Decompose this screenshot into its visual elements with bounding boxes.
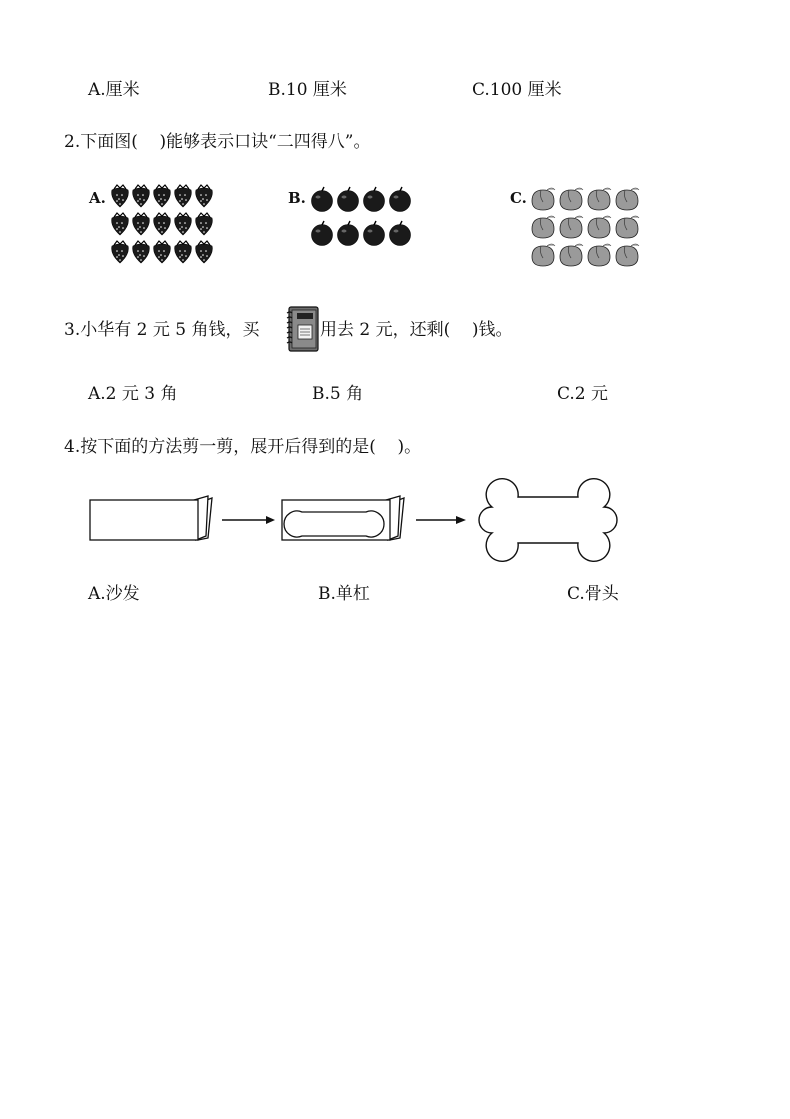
apple-icon bbox=[390, 221, 411, 246]
q2-stem: 2.下面图( )能够表示口诀“二四得八”。 bbox=[64, 132, 371, 152]
bone-shape bbox=[479, 479, 617, 562]
arrow-right-icon bbox=[222, 516, 275, 524]
strawberry-icon bbox=[154, 213, 171, 235]
strawberry-icon bbox=[133, 185, 150, 207]
peach-icon bbox=[532, 188, 555, 210]
strawberry-icon bbox=[133, 213, 150, 235]
q2-option-c-picture[interactable] bbox=[528, 186, 644, 272]
strawberry-icon bbox=[112, 213, 129, 235]
strawberry-icon bbox=[196, 241, 213, 263]
peach-icon bbox=[588, 188, 611, 210]
q4-cutting-diagram bbox=[80, 486, 600, 556]
q3-stem-after: 用去 2 元，还剩( )钱。 bbox=[320, 320, 513, 340]
q1-option-c[interactable]: C.100 厘米 bbox=[472, 80, 562, 100]
strawberry-icon bbox=[154, 185, 171, 207]
strawberry-icon bbox=[196, 185, 213, 207]
q3-option-b[interactable]: B.5 角 bbox=[312, 384, 364, 404]
q4-option-b[interactable]: B.单杠 bbox=[318, 584, 370, 604]
peach-icon bbox=[616, 244, 639, 266]
folded-paper bbox=[90, 496, 212, 540]
apple-icon bbox=[312, 187, 333, 212]
q3-option-c[interactable]: C.2 元 bbox=[557, 384, 609, 404]
strawberry-icon bbox=[112, 185, 129, 207]
strawberry-icon bbox=[154, 241, 171, 263]
cut-paper bbox=[282, 496, 404, 540]
q2-option-a-picture[interactable] bbox=[110, 184, 214, 274]
strawberry-icon bbox=[112, 241, 129, 263]
q3-option-a[interactable]: A.2 元 3 角 bbox=[88, 384, 178, 404]
q4-option-a[interactable]: A.沙发 bbox=[88, 584, 140, 604]
peach-icon bbox=[532, 244, 555, 266]
q1-option-b[interactable]: B.10 厘米 bbox=[268, 80, 347, 100]
peach-icon bbox=[560, 216, 583, 238]
peach-icon bbox=[616, 216, 639, 238]
apple-icon bbox=[364, 187, 385, 212]
q2-label-b[interactable]: B. bbox=[288, 189, 306, 207]
peach-icon bbox=[560, 188, 583, 210]
peach-icon bbox=[560, 244, 583, 266]
q1-option-a[interactable]: A.厘米 bbox=[88, 80, 140, 100]
peach-icon bbox=[588, 216, 611, 238]
strawberry-icon bbox=[196, 213, 213, 235]
apple-icon bbox=[338, 221, 359, 246]
arrow-right-icon bbox=[416, 516, 466, 524]
q2-label-a[interactable]: A. bbox=[89, 189, 106, 207]
q4-stem: 4.按下面的方法剪一剪，展开后得到的是( )。 bbox=[64, 437, 422, 457]
q4-option-c[interactable]: C.骨头 bbox=[567, 584, 619, 604]
peach-icon bbox=[588, 244, 611, 266]
apple-icon bbox=[364, 221, 385, 246]
q2-label-c[interactable]: C. bbox=[510, 189, 527, 207]
apple-icon bbox=[312, 221, 333, 246]
strawberry-icon bbox=[175, 241, 192, 263]
apple-icon bbox=[390, 187, 411, 212]
peach-icon bbox=[532, 216, 555, 238]
notebook-icon bbox=[286, 305, 320, 353]
q3-stem-before: 3.小华有 2 元 5 角钱，买 bbox=[64, 320, 260, 340]
strawberry-icon bbox=[175, 213, 192, 235]
strawberry-icon bbox=[133, 241, 150, 263]
strawberry-icon bbox=[175, 185, 192, 207]
apple-icon bbox=[338, 187, 359, 212]
peach-icon bbox=[616, 188, 639, 210]
q2-option-b-picture[interactable] bbox=[308, 186, 416, 248]
